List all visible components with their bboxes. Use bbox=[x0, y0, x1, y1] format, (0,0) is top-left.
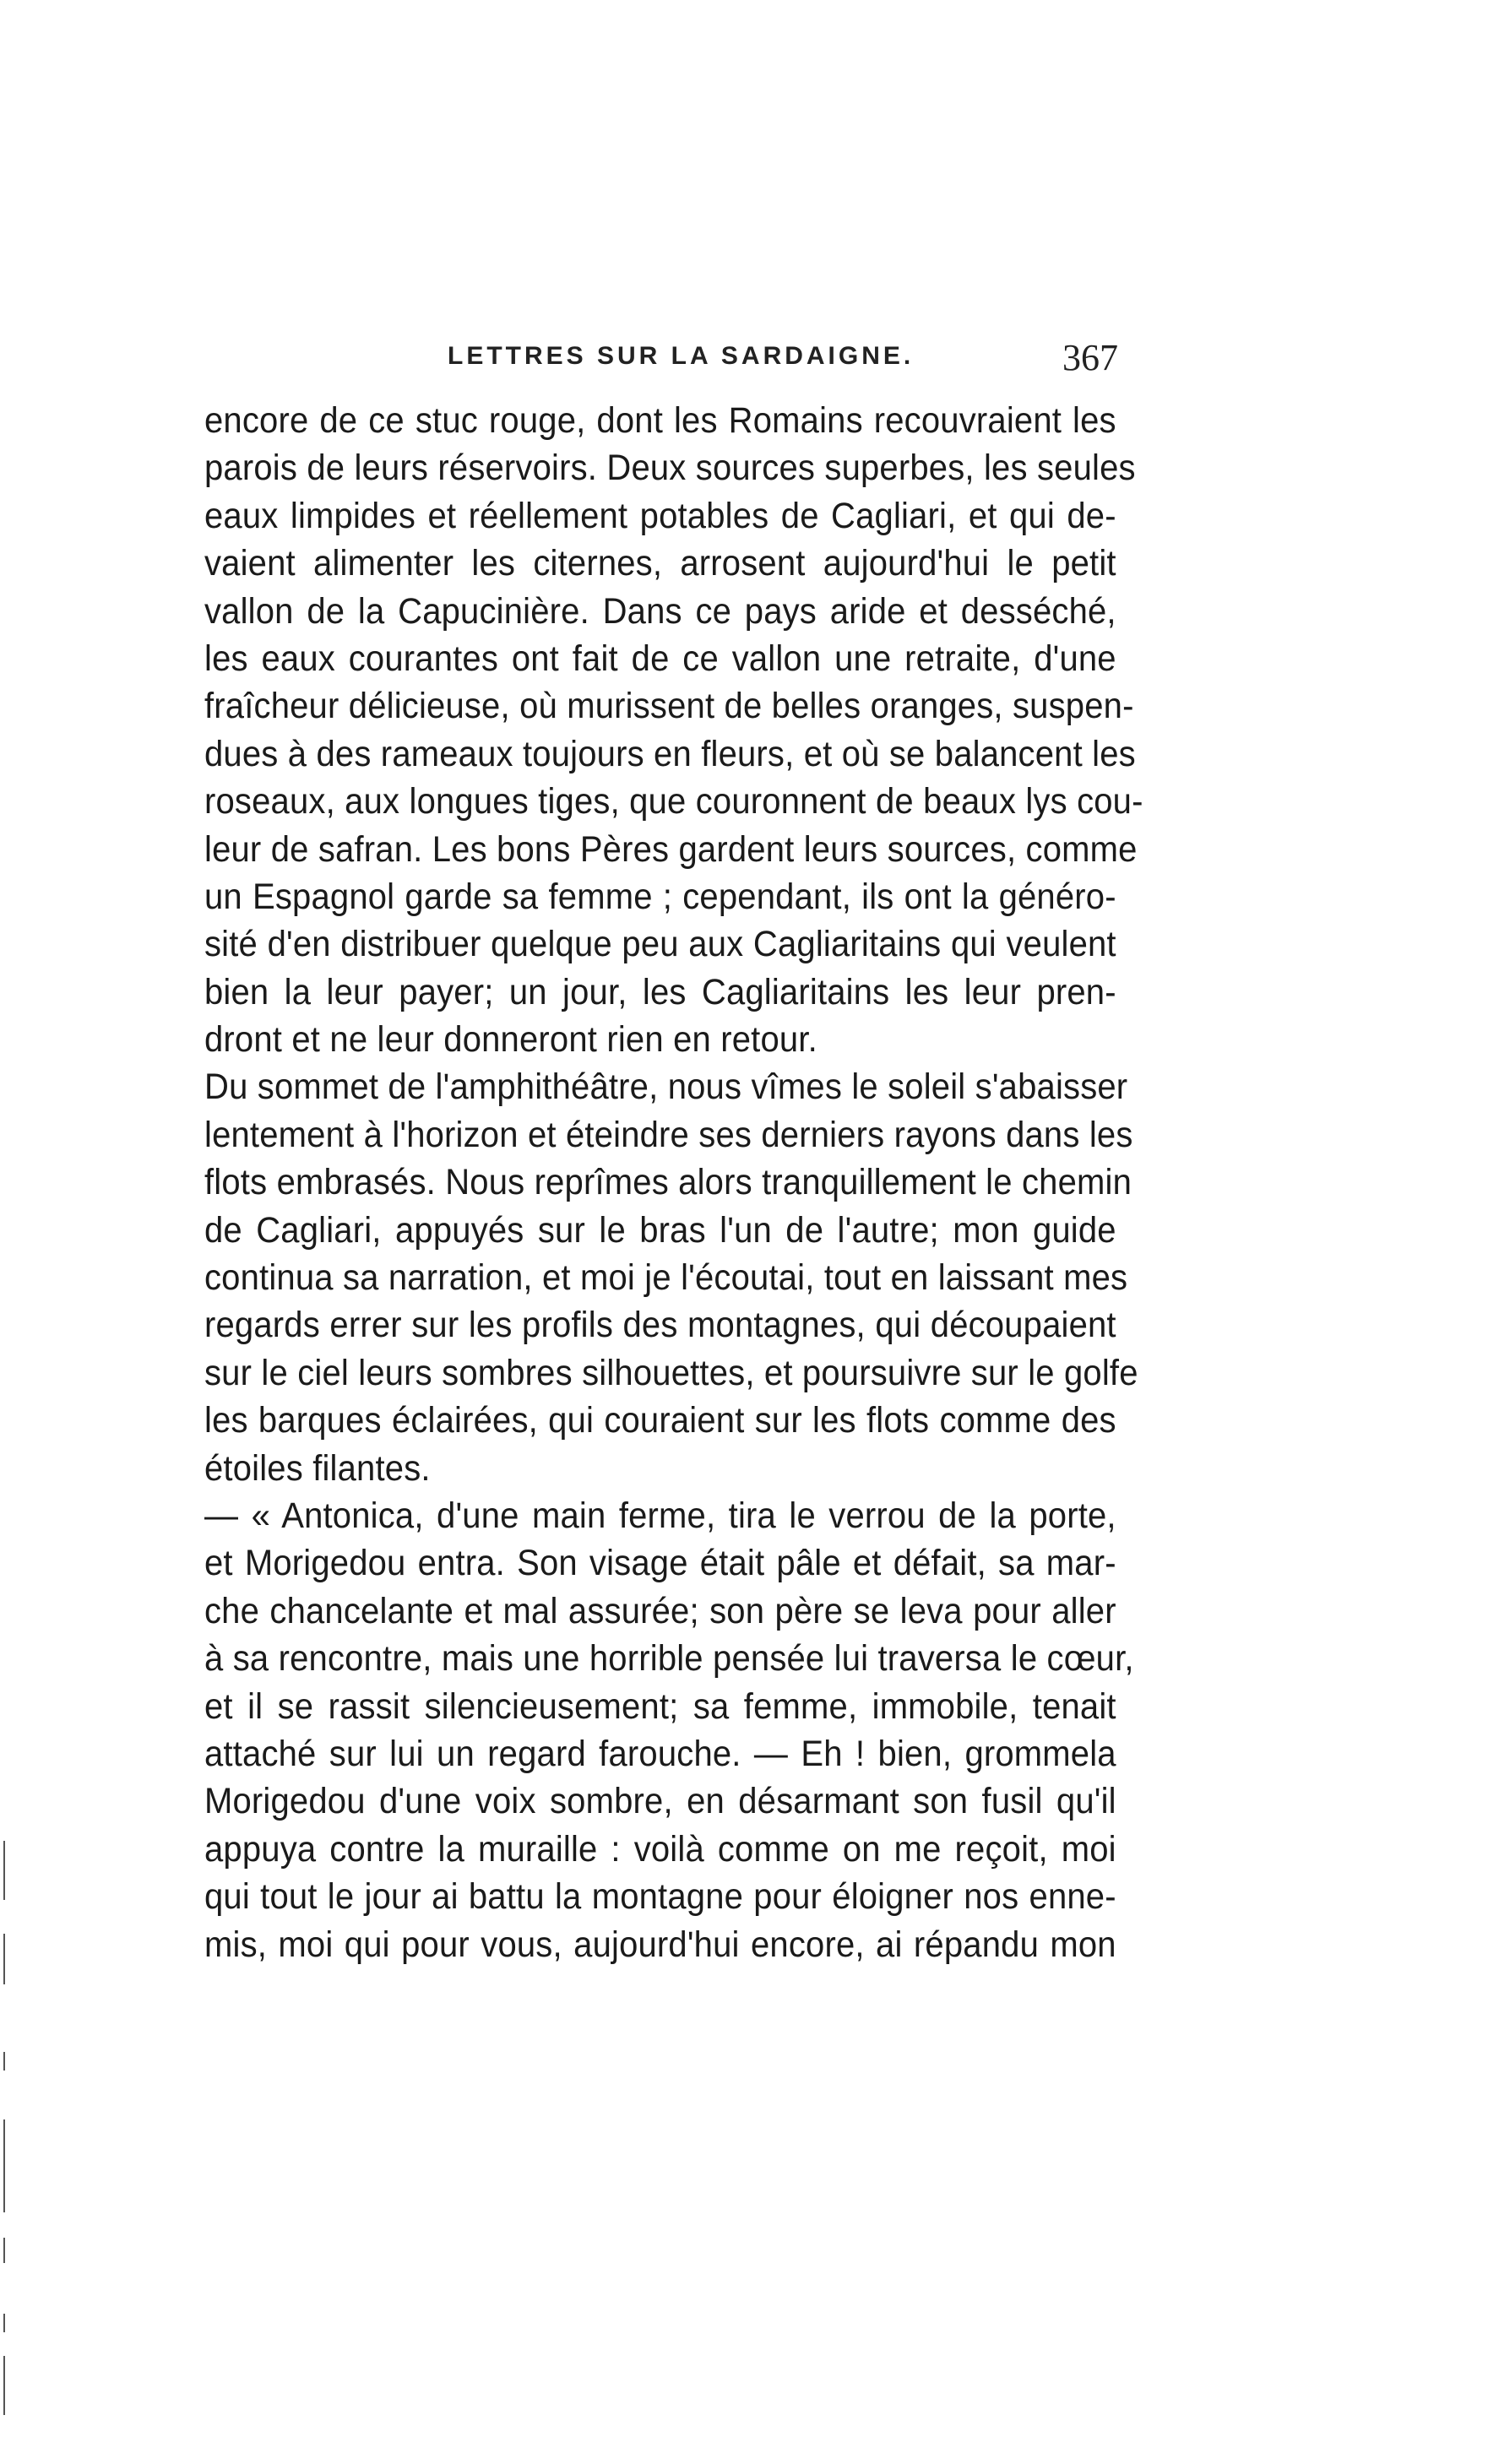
text-line: les eaux courantes ont fait de ce vallon une retraite, d'une bbox=[204, 638, 1116, 679]
text-line: continua sa narration, et moi je l'écoutai, tout en laissant mes bbox=[204, 1257, 1128, 1299]
text-line: leur de safran. Les bons Pères gardent leurs sources, comme bbox=[204, 828, 1138, 870]
running-title: LETTRES SUR LA SARDAIGNE. bbox=[448, 342, 915, 370]
text-line: un Espagnol garde sa femme ; cependant, ils ont la généro- bbox=[204, 876, 1116, 917]
text-line: appuya contre la muraille : voilà comme on me reçoit, moi bbox=[204, 1828, 1116, 1870]
margin-mark bbox=[3, 2052, 5, 2071]
text-line: et il se rassit silencieusement; sa femme, immobile, tenait bbox=[204, 1685, 1116, 1727]
text-line: mis, moi qui pour vous, aujourd'hui encore, ai répandu mon bbox=[204, 1924, 1116, 1965]
text-line: étoiles filantes. bbox=[204, 1447, 431, 1489]
text-line: dues à des rameaux toujours en fleurs, et où se balancent les bbox=[204, 733, 1136, 774]
text-line: eaux limpides et réellement potables de Cagliari, et qui de- bbox=[204, 495, 1116, 536]
text-line: fraîcheur délicieuse, où murissent de belles oranges, suspen- bbox=[204, 686, 1134, 727]
text-line: qui tout le jour ai battu la montagne pour éloigner nos enne- bbox=[204, 1876, 1116, 1918]
body-text bbox=[204, 397, 1143, 1968]
text-line: che chancelante et mal assurée; son père se leva pour aller bbox=[204, 1590, 1116, 1631]
text-line: vallon de la Capucinière. Dans ce pays aride et desséché, bbox=[204, 590, 1116, 632]
text-line: attaché sur lui un regard farouche. — Eh ! bien, grommela bbox=[204, 1733, 1116, 1774]
text-line: Du sommet de l'amphithéâtre, nous vîmes le soleil s'abaisser bbox=[204, 1066, 1128, 1108]
text-line: bien la leur payer; un jour, les Cagliaritains les leur pren- bbox=[204, 971, 1116, 1012]
text-line: lentement à l'horizon et éteindre ses derniers rayons dans les bbox=[204, 1114, 1133, 1155]
text-line: parois de leurs réservoirs. Deux sources superbes, les seules bbox=[204, 448, 1136, 489]
text-line: Morigedou d'une voix sombre, en désarmant son fusil qu'il bbox=[204, 1781, 1116, 1822]
text-line: et Morigedou entra. Son visage était pâle et défait, sa mar- bbox=[204, 1543, 1116, 1584]
text-line: à sa rencontre, mais une horrible pensée lui traversa le cœur, bbox=[204, 1638, 1134, 1680]
text-line: flots embrasés. Nous reprîmes alors tranquillement le chemin bbox=[204, 1162, 1132, 1203]
margin-mark bbox=[3, 2238, 5, 2263]
text-line: — « Antonica, d'une main ferme, tira le verrou de la porte, bbox=[204, 1495, 1116, 1536]
margin-mark bbox=[3, 2119, 5, 2212]
text-line: sité d'en distribuer quelque peu aux Cagliaritains qui veulent bbox=[204, 924, 1116, 965]
text-line: encore de ce stuc rouge, dont les Romains recouvraient les bbox=[204, 400, 1116, 441]
text-line: dront et ne leur donneront rien en retour. bbox=[204, 1019, 817, 1061]
text-line: roseaux, aux longues tiges, que couronnent de beaux lys cou- bbox=[204, 781, 1143, 822]
text-line: regards errer sur les profils des montagnes, qui découpaient bbox=[204, 1305, 1116, 1346]
text-line: vaient alimenter les citernes, arrosent aujourd'hui le petit bbox=[204, 543, 1116, 584]
scan-margin-marks bbox=[0, 1841, 10, 2432]
margin-mark bbox=[3, 2314, 5, 2332]
page-number: 367 bbox=[1062, 337, 1118, 378]
margin-mark bbox=[3, 2356, 5, 2415]
text-line: sur le ciel leurs sombres silhouettes, et poursuivre sur le golfe bbox=[204, 1352, 1138, 1393]
text-line: de Cagliari, appuyés sur le bras l'un de l'autre; mon guide bbox=[204, 1209, 1116, 1251]
text-line: les barques éclairées, qui couraient sur les flots comme des bbox=[204, 1400, 1116, 1441]
margin-mark bbox=[3, 1841, 5, 1900]
margin-mark bbox=[3, 1934, 5, 1984]
